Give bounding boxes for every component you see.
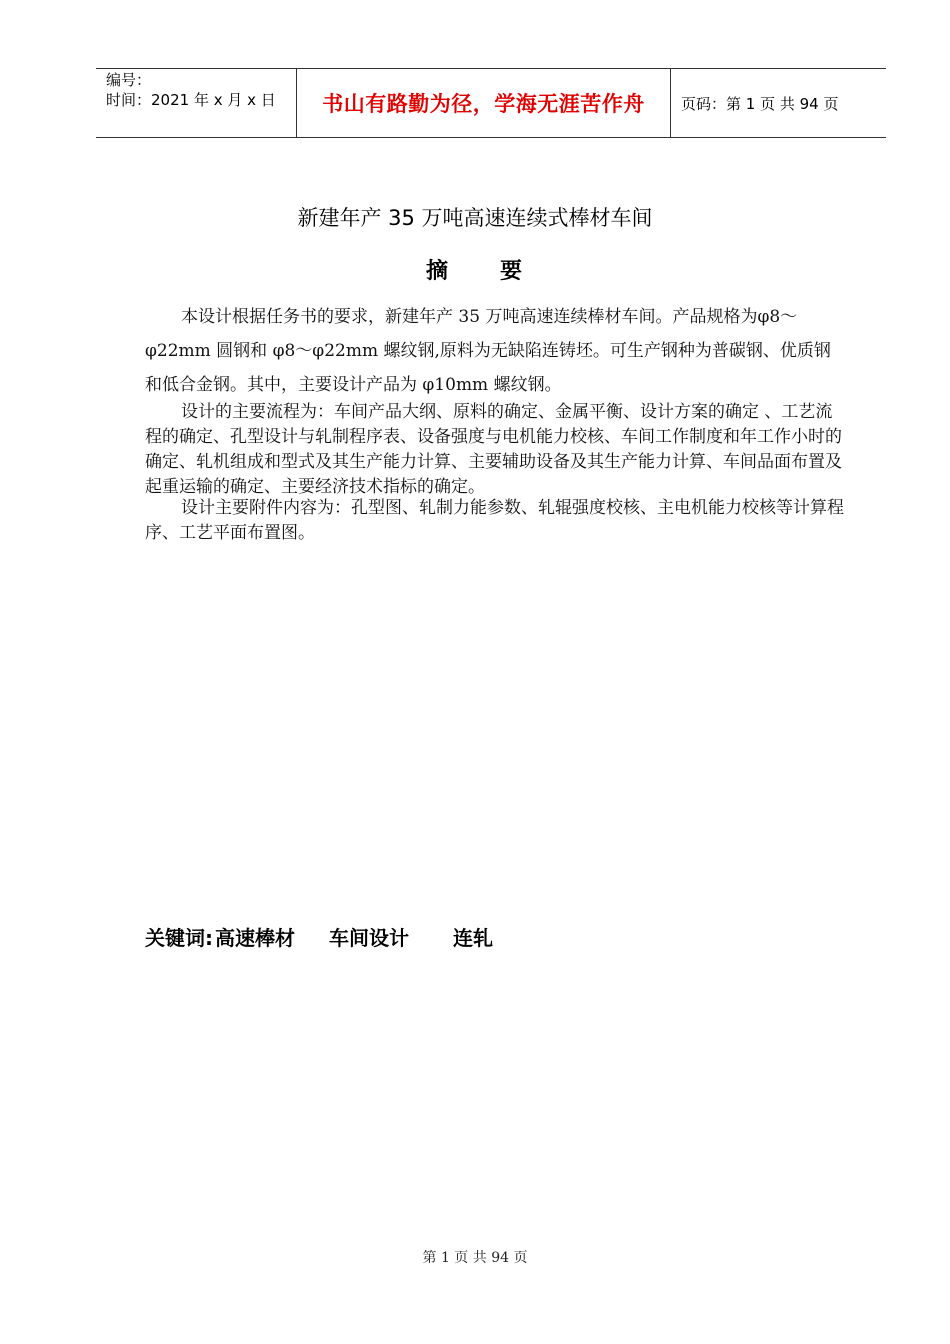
paragraph-text: 设计的主要流程为：车间产品大纲、原料的确定、金属平衡、设计方案的确定 、工艺流程的确定、孔型设计与轧制程序表、设备强度与电机能力校核、车间工作制度和年工作小时的确定、轧机组成和型式及其生产能力计算、主要辅助设备及其生产能力计算、车间品面布置及起重运输的确定、主要经济技术指标的确定。 [145,402,842,497]
abstract-paragraph-3 [145,496,845,546]
abstract-paragraph-2 [145,400,845,500]
page-code-text: 页码：第 1 页 共 94 页 [681,94,839,113]
keyword-1: 高速棒材 [215,926,295,950]
keywords-line [145,922,493,951]
header-meta [96,69,297,137]
footer-page-number: 第 1 页 共 94 页 [422,1250,528,1266]
header-page-code [671,69,886,137]
abstract-heading-char-2: 要 [500,259,525,284]
page-footer [0,1247,950,1267]
motto-text: 书山有路勤为径，学海无涯苦作舟 [322,92,645,116]
keywords-label: 关键词: [145,926,213,950]
keyword-3: 连轧 [453,926,493,950]
date-label: 时间：2021 年 x 月 x 日 [106,91,276,109]
abstract-heading [0,254,950,285]
header-motto-cell [297,69,671,137]
page-header [96,68,886,138]
document-title: 新建年产 35 万吨高速连续式棒材车间 [297,206,653,230]
paragraph-text: 本设计根据任务书的要求，新建年产 35 万吨高速连续棒材车间。产品规格为φ8～φ22mm 圆钢和 φ8～φ22mm 螺纹钢,原料为无缺陷连铸坯。可生产钢种为普碳钢、优质钢和低合金钢。其中，主要设计产品为 φ10mm 螺纹钢。 [145,307,831,395]
abstract-heading-char-1: 摘 [425,259,450,284]
keyword-2: 车间设计 [329,926,409,950]
paragraph-text: 设计主要附件内容为：孔型图、轧制力能参数、轧辊强度校核、主电机能力校核等计算程序、工艺平面布置图。 [145,498,844,543]
abstract-paragraph-1 [145,300,845,402]
serial-number-label: 编号： [106,71,152,89]
